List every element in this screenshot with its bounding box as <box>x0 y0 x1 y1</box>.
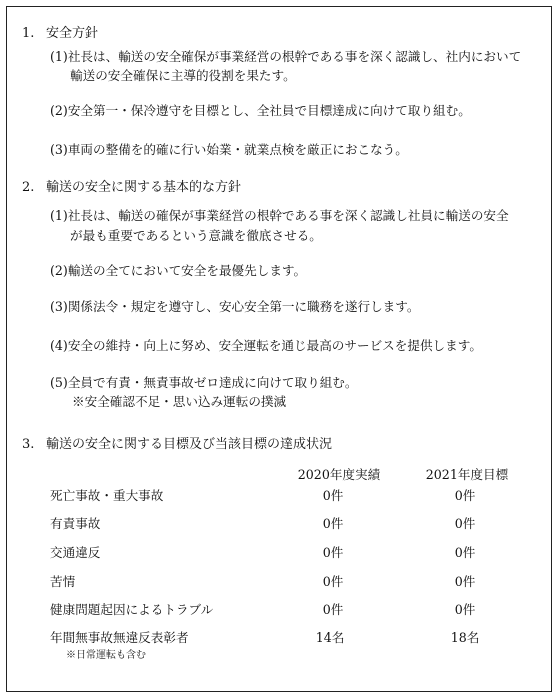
section-2-item-1-line-2: が最も重要であるという意識を徹底させる。 <box>70 228 322 243</box>
column-header-2021-target: 2021年度目標 <box>425 467 509 482</box>
section-1-title: 安全方針 <box>46 26 99 41</box>
cell-traffic-violation-2020: 0件 <box>322 545 344 560</box>
table-footnote: ※日常運転も含む <box>66 650 146 661</box>
row-label-fatal-accident: 死亡事故・重大事故 <box>50 488 164 503</box>
section-2-title: 輸送の安全に関する基本的な方針 <box>46 180 242 195</box>
section-2-item-5: (5)全員で有責・無責事故ゼロ達成に向けて取り組む。 <box>50 375 358 390</box>
cell-complaints-2021: 0件 <box>454 574 476 589</box>
cell-award-recipients-2020: 14名 <box>315 630 345 645</box>
section-3-heading <box>22 437 332 453</box>
cell-traffic-violation-2021: 0件 <box>454 545 476 560</box>
section-2-item-5-note: ※安全確認不足・思い込み運転の撲滅 <box>72 394 287 409</box>
section-2-item-4: (4)安全の維持・向上に努め、安全運転を通じ最高のサービスを提供します。 <box>50 338 482 353</box>
section-1-item-2: (2)安全第一・保冷遵守を目標とし、全社員で目標達成に向けて取り組む。 <box>50 103 471 118</box>
row-label-complaints: 苦情 <box>50 574 76 589</box>
cell-fatal-accident-2020: 0件 <box>322 488 344 503</box>
cell-complaints-2020: 0件 <box>322 574 344 589</box>
cell-fatal-accident-2021: 0件 <box>454 488 476 503</box>
cell-health-trouble-2020: 0件 <box>322 602 344 617</box>
section-2-item-3: (3)関係法令・規定を遵守し、安心安全第一に職務を遂行します。 <box>50 299 420 314</box>
section-2-item-1-line-1: (1)社長は、輸送の確保が事業経営の根幹である事を深く認識し社員に輸送の安全 <box>50 208 509 223</box>
section-3-title: 輸送の安全に関する目標及び当該目標の達成状況 <box>46 437 333 452</box>
row-label-award-recipients: 年間無事故無違反表彰者 <box>50 630 189 645</box>
section-2-item-2: (2)輸送の全てにおいて安全を最優先します。 <box>50 263 307 278</box>
section-1-item-3: (3)車両の整備を的確に行い始業・就業点検を厳正におこなう。 <box>50 142 408 157</box>
section-3-number: 3. <box>22 437 35 452</box>
cell-health-trouble-2021: 0件 <box>454 602 476 617</box>
section-1-number: 1. <box>22 26 35 41</box>
row-label-traffic-violation: 交通違反 <box>50 545 101 560</box>
row-label-health-trouble: 健康問題起因によるトラブル <box>50 602 214 617</box>
section-1-item-1-line-1: (1)社長は、輸送の安全確保が事業経営の根幹である事を深く認識し、社内において <box>50 49 522 64</box>
cell-at-fault-accident-2021: 0件 <box>454 516 476 531</box>
cell-at-fault-accident-2020: 0件 <box>322 516 344 531</box>
section-2-heading <box>22 180 241 196</box>
row-label-at-fault-accident: 有責事故 <box>50 516 101 531</box>
section-1-heading <box>22 26 98 42</box>
column-header-2020-actual: 2020年度実績 <box>297 467 381 482</box>
cell-award-recipients-2021: 18名 <box>450 630 480 645</box>
section-2-number: 2. <box>22 180 35 195</box>
section-1-item-1-line-2: 輸送の安全確保に主導的役割を果たす。 <box>70 68 296 83</box>
